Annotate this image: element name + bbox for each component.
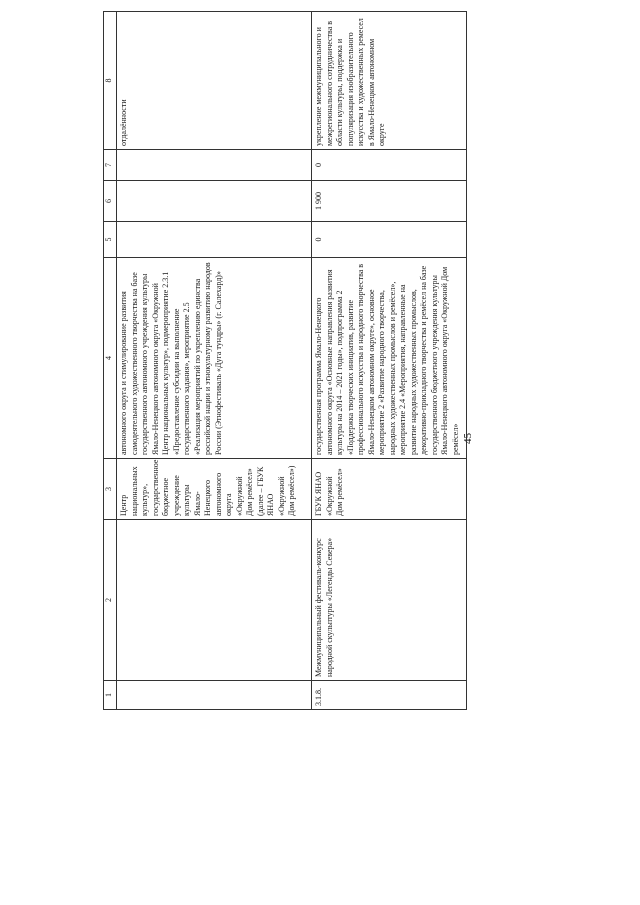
cell-value-7: 0 (312, 150, 467, 181)
cell-executor: ГБУК ЯНАО «Окружной Дом ремёсел» (312, 459, 467, 520)
header-cell-4: 4 (104, 258, 117, 459)
cell-value-5: 0 (312, 222, 467, 258)
cell-result: укрепление межмуниципального и межрегионального сотрудничества в области культуры, поддержка и популяризация изобразительного искусства и художественных ремесел в Ямало-Ненецком автономном округе (312, 12, 467, 150)
cell-value-6 (117, 181, 312, 222)
cell-number: 3.1.8. (312, 681, 467, 710)
table-row (117, 12, 312, 710)
cell-value-7 (117, 150, 312, 181)
header-cell-1: 1 (104, 681, 117, 710)
header-cell-2: 2 (104, 520, 117, 681)
header-cell-6: 6 (104, 181, 117, 222)
cell-program: государственная программа Ямало-Ненецкого автономного округа «Основные направления развития культуры на 2014 – 2021 годы», подпрограмма 2 «Поддержка творческих инициатив, развитие профессионального искусства и народного творчества в Ямало-Ненецком автономном округе», основное мероприятие 2 «Развитие народного творчества, народных художественных промыслов и ремёсел», мероприятие 2.4 «Мероприятия, направленные на развитие народных художественных промыслов, декоративно-прикладного творчества и ремёсел на базе государственного бюджетного учреждения культуры Ямало-Ненецкого автономного округа «Окружной Дом ремёсел» (312, 258, 467, 459)
cell-event-name (117, 520, 312, 681)
cell-result: отдалённости (117, 12, 312, 150)
cell-value-5 (117, 222, 312, 258)
header-cell-7: 7 (104, 150, 117, 181)
cell-program: автономного округа и стимулирование развития самодеятельного художественного творчества на базе государственного автономного учреждения культуры Ямало-Ненецкого автономного округа «Окружной Центр национальных культур», подмероприятие 2.3.1 «Предоставление субсидии на выполнение государственного задания», мероприятие 2.5 «Реализация мероприятий по укреплению единства российской нации и этнокультурному развитию народов России (Этнофестиваль «Дуга тундры» (г. Салехард)» (117, 258, 312, 459)
header-cell-8: 8 (104, 12, 117, 150)
header-cell-5: 5 (104, 222, 117, 258)
page-number: 45 (462, 433, 474, 444)
cell-number (117, 681, 312, 710)
rotated-table-wrapper (103, 20, 458, 710)
header-row (104, 12, 117, 710)
cell-value-6: 1 900 (312, 181, 467, 222)
cell-event-name: Межмуниципальный фестиваль-конкурс народной скульптуры «Легенды Севера» (312, 520, 467, 681)
cell-executor: Центр национальных культур», государственное бюджетное учреждение культуры Ямало-Ненецкого автономного округа «Окружной Дом ремёсел» (далее – ГБУК ЯНАО «Окружной Дом ремёсел») (117, 459, 312, 520)
program-table (103, 11, 467, 710)
header-cell-3: 3 (104, 459, 117, 520)
table-row (312, 12, 467, 710)
